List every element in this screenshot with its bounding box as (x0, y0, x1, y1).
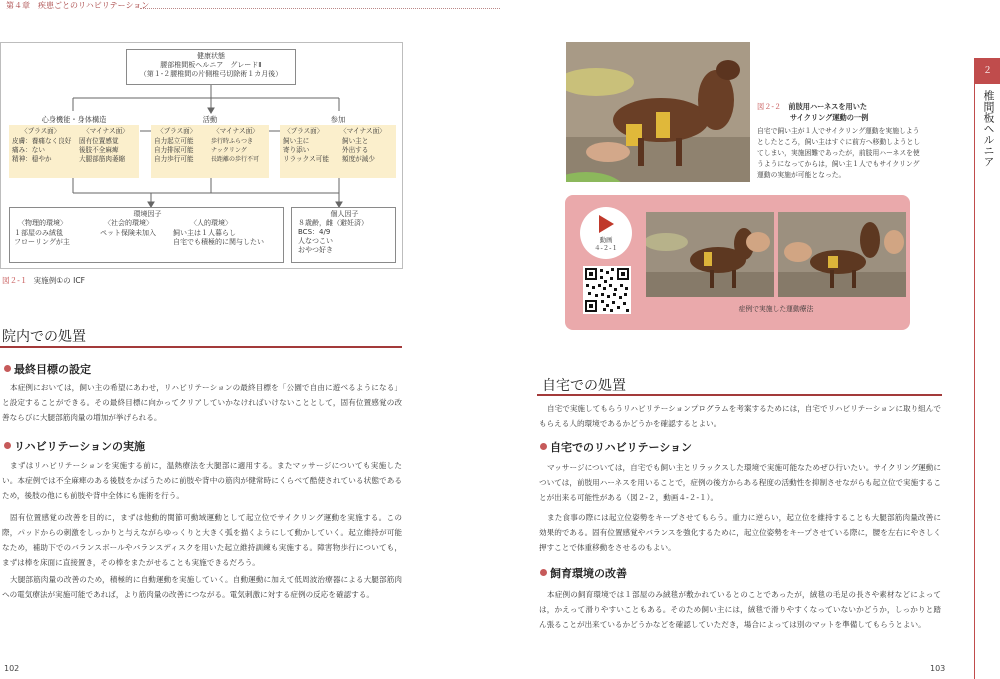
function-title: 心身機能・身体構造 (41, 115, 107, 124)
function-minus-items: 固有位置感覚 後肢不全麻痺 大腿部筋肉萎縮 (79, 137, 126, 163)
page-number-left: 102 (4, 664, 20, 673)
function-plus-label: 〈プラス面〉 (21, 127, 61, 135)
environment-social-label: 〈社会的環境〉 (104, 219, 153, 227)
function-plus-items: 皮膚：養痛なく良好 痛み：ない 精神：穏やか (12, 137, 72, 163)
bullet-dot-icon (540, 569, 547, 576)
paragraph-rehab-3: 大腿部筋肉量の改善のため，積極的に自動運動を実施していく。自動運動に加えて低周波治療器による大腿部筋肉への電気療法が実施可能であれば，より筋肉量の改善につながる。電気刺激に対する症例の反応を確認する。 (2, 575, 402, 599)
side-tab-number[interactable]: ２ (975, 58, 1000, 84)
participation-minus-items: 飼い主と 外出する 頻度が減少 (342, 137, 375, 163)
video-caption: 症例で実施した運動療法 (738, 305, 814, 313)
play-icon[interactable] (599, 215, 614, 233)
activity-minus-items: 歩行時ふらつき ナックリング 長距離の歩行不可 (211, 138, 260, 163)
bullet-dot-icon (540, 443, 547, 450)
video-label-line1: 動画 (599, 236, 613, 244)
figure-2-1-number: 図２-１ (2, 276, 28, 285)
qr-code-icon[interactable] (583, 266, 631, 314)
dog-harness-photo (566, 42, 750, 182)
personal-title: 個人因子 (330, 210, 359, 218)
subheading-rehab-text: リハビリテーションの実施 (14, 440, 146, 453)
figure-2-2-photo (566, 42, 750, 182)
video-still-2-graphic (778, 212, 906, 297)
environment-human-items: 飼い主は１人暮らし 自宅でも積極的に関与したい (173, 229, 264, 246)
paragraph-environment: 本症例の飼育環境では１部屋のみ絨毯が敷かれているとのことであったが，絨毯の毛足の長さや素材などによっては，かえって滑りやすいこともある。そのため飼い主には，絨毯で滑りやすくなっていないかどうか，しっかりと踏ん張ることが出来ているかどうかなどを確認していただき，場合によっては別のマットを準備してもらうとよい。 (539, 590, 941, 629)
chapter-title: 第４章 疾患ごとのリハビリテーション (6, 1, 150, 10)
video-badge[interactable] (580, 207, 632, 259)
environment-physical-items: １部屋のみ絨毯 フローリングが主 (14, 229, 70, 246)
section-rule-right (537, 394, 942, 396)
section-title-hospital: 院内での処置 (2, 329, 86, 345)
page-number-right: 103 (930, 664, 946, 673)
participation-plus-items: 飼い主に 寄り添い リラックス可能 (283, 137, 329, 163)
paragraph-rehab-2: 固有位置感覚の改善を目的に，まずは他動的関節可動域運動として起立位でサイクリング運動を実施する。この際，パッドからの刺激をしっかりと与えながらゆっくりと大きく弧を描くようにして動かしていく。起立維持が可能なため，補助下でのバランスボールやバランスディスクを用いた起立維持訓練も実施する。障害物歩行についても，まずは棒を床面に直接置き，その棒をまたがせることも実施できるだろう。 (2, 513, 402, 567)
side-tab-label[interactable]: 椎間板ヘルニア (982, 90, 995, 167)
participation-title: 参加 (330, 115, 346, 124)
video-still-2 (778, 212, 906, 297)
video-label (580, 236, 632, 252)
paragraph-rehab-1: まずはリハビリテーションを実施する前に，温熱療法を大腿部に適用する。またマッサージについても実施したい。本症例では不全麻痺のある後肢をかばうために前肢や背中の筋肉が健常時にくらべて酷使されている状態であるため，後肢の他にも前肢や背中全体にも施術を行う。 (2, 461, 402, 500)
subheading-final-goal-text: 最終目標の設定 (14, 363, 91, 376)
environment-title: 環境因子 (133, 210, 162, 218)
function-minus-label: 〈マイナス面〉 (83, 127, 129, 135)
figure-2-1-title: 実施例①の ICF (33, 276, 86, 285)
video-label-line2: ４-２-１ (594, 244, 618, 252)
participation-minus-label: 〈マイナス面〉 (340, 127, 386, 135)
subheading-environment (540, 565, 627, 581)
activity-minus-label: 〈マイナス面〉 (213, 127, 259, 135)
health-title: 健康状態 (197, 52, 225, 60)
side-tab-rule (974, 58, 975, 679)
paragraph-home-intro: 自宅で実施してもらうリハビリテーションプログラムを考案するためには，自宅でリハビリテーションに取り組んでもらえる人的環境であるかどうかを確認するとよい。 (539, 404, 941, 428)
qr-code-graphic (583, 266, 631, 314)
figure-2-2-title-1: 前肢用ハーネスを用いた (788, 102, 868, 111)
environment-physical-label: 〈物理的環境〉 (18, 219, 67, 227)
paragraph-final-goal: 本症例においては，飼い主の希望にあわせ，リハビリテーションの最終目標を「公園で自由に遊べるようになる」と設定することができる。その最終目標に向かってクリアしていかなければいけないこととして，固有位置感覚の改善ならびに大腿部筋肉量の増加が挙げられる。 (2, 383, 402, 422)
environment-human-label: 〈人的環境〉 (190, 219, 232, 227)
paragraph-home-rehab-2: また食事の際には起立位姿勢をキープさせてもらう。重力に逆らい，起立位を維持することも大腿部筋肉量改善に効果的である。固有位置感覚やバランスを強化するために，起立位姿勢をキープさせている際に，腰を左右にやさしく押すことで体重移動をさせるのもよい。 (539, 513, 941, 552)
figure-2-2-title-2: サイクリング運動の一例 (790, 113, 869, 122)
section-title-home: 自宅での処置 (542, 378, 626, 394)
activity-plus-label: 〈プラス面〉 (157, 127, 197, 135)
paragraph-home-rehab-1: マッサージについては，自宅でも飼い主とリラックスした環境で実施可能なためぜひ行いたい。サイクリング運動については，前肢用ハーネスを用いることで，症例の後方からある程度の活動性を抑制させながらも起立位で実施することが出来る可能性がある（図２-２，動画４-２-１）。 (539, 463, 941, 502)
participation-plus-label: 〈プラス面〉 (284, 127, 324, 135)
figure-2-2-body: 自宅で飼い主が１人でサイクリング運動を実施しようとしたところ，飼い主はすぐに前方へ移動しようとしてしまい，実施困難であったが，前肢用ハーネスを使うようになってからは，飼い主１人でもサイクリング運動の実施が可能となった。 (757, 127, 921, 179)
environment-social-items: ペット保険未加入 (100, 229, 156, 237)
activity-plus-items: 自力起立可能 自力排尿可能 自力歩行可能 (154, 137, 194, 163)
video-still-1 (646, 212, 774, 297)
health-line2: （第１-２腰椎間の片側椎弓切除術１カ月後） (139, 70, 283, 78)
figure-2-2-caption (757, 101, 922, 181)
personal-items: ８歳齢，雌（避妊済） BCS：4/9 人なつこい おやつ好き (298, 219, 368, 254)
video-still-1-graphic (646, 212, 774, 297)
subheading-environment-text: 飼育環境の改善 (550, 567, 627, 580)
figure-2-2-number: 図２-２ (757, 102, 782, 111)
health-line1: 腰部椎間板ヘルニア グレードⅡ (160, 61, 262, 69)
subheading-home-rehab-text: 自宅でのリハビリテーション (550, 441, 693, 454)
subheading-home-rehab (540, 439, 692, 455)
activity-title: 活動 (202, 115, 218, 124)
